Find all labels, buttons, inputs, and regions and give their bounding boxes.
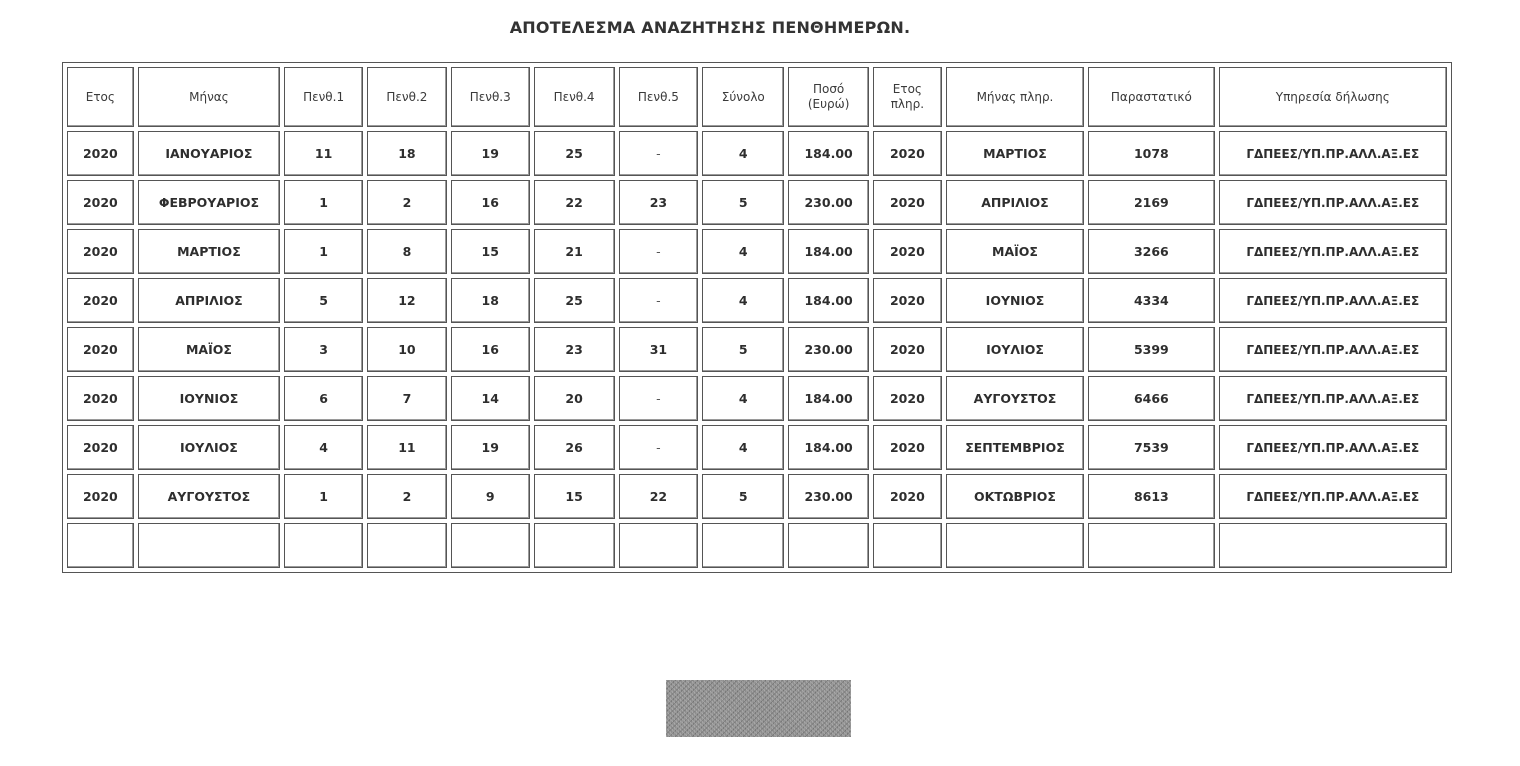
col-pay-month-cell: ΙΟΥΛΙΟΣ	[946, 327, 1084, 372]
table-row	[67, 523, 1447, 568]
col-amount-cell: 184.00	[788, 425, 869, 470]
col-service-cell: ΓΔΠΕΕΣ/ΥΠ.ΠΡ.ΑΛΛ.ΑΞ.ΕΣ	[1219, 327, 1447, 372]
col-voucher-cell: 6466	[1088, 376, 1214, 421]
col-month-cell: ΙΑΝΟΥΑΡΙΟΣ	[138, 131, 280, 176]
col-total-cell: 5	[702, 327, 784, 372]
col-year-cell: 2020	[67, 278, 134, 323]
col-service-cell: ΓΔΠΕΕΣ/ΥΠ.ΠΡ.ΑΛΛ.ΑΞ.ΕΣ	[1219, 474, 1447, 519]
col-service-cell: ΓΔΠΕΕΣ/ΥΠ.ΠΡ.ΑΛΛ.ΑΞ.ΕΣ	[1219, 229, 1447, 274]
col-pent-3-cell: 14	[451, 376, 530, 421]
col-pent-2-cell	[367, 523, 447, 568]
col-pent-2-cell: 7	[367, 376, 447, 421]
col-year-cell: 2020	[67, 327, 134, 372]
col-year-header: Ετος	[67, 67, 134, 127]
col-total-cell: 4	[702, 376, 784, 421]
col-pay-year-cell: 2020	[873, 229, 942, 274]
col-pent-4-cell: 22	[534, 180, 615, 225]
col-voucher-cell: 3266	[1088, 229, 1214, 274]
col-pay-month-header: Μήνας πληρ.	[946, 67, 1084, 127]
col-pent-1-cell: 11	[284, 131, 363, 176]
col-amount-cell: 230.00	[788, 180, 869, 225]
col-voucher-cell: 4334	[1088, 278, 1214, 323]
col-pent-2-header: Πενθ.2	[367, 67, 447, 127]
col-service-cell: ΓΔΠΕΕΣ/ΥΠ.ΠΡ.ΑΛΛ.ΑΞ.ΕΣ	[1219, 131, 1447, 176]
col-pent-4-cell: 23	[534, 327, 615, 372]
col-pay-year-cell: 2020	[873, 180, 942, 225]
col-month-cell: ΙΟΥΝΙΟΣ	[138, 376, 280, 421]
col-pent-2-cell: 12	[367, 278, 447, 323]
col-pent-3-cell: 16	[451, 180, 530, 225]
page-title: ΑΠΟΤΕΛΕΣΜΑ ΑΝΑΖΗΤΗΣΗΣ ΠΕΝΘΗΜΕΡΩΝ.	[509, 18, 911, 37]
col-pay-year-cell	[873, 523, 942, 568]
col-pent-5-cell: -	[619, 376, 699, 421]
col-pent-2-cell: 8	[367, 229, 447, 274]
col-voucher-cell	[1088, 523, 1214, 568]
col-pay-year-cell: 2020	[873, 376, 942, 421]
col-pay-year-cell: 2020	[873, 425, 942, 470]
col-pent-5-cell: -	[619, 425, 699, 470]
col-month-header: Μήνας	[138, 67, 280, 127]
col-service-cell: ΓΔΠΕΕΣ/ΥΠ.ΠΡ.ΑΛΛ.ΑΞ.ΕΣ	[1219, 278, 1447, 323]
col-pent-5-cell: -	[619, 131, 699, 176]
col-pay-year-header: Ετος πληρ.	[873, 67, 942, 127]
table-row	[67, 229, 1447, 274]
results-table	[62, 62, 1452, 573]
col-voucher-cell: 5399	[1088, 327, 1214, 372]
col-pent-3-cell: 16	[451, 327, 530, 372]
col-pent-5-header: Πενθ.5	[619, 67, 699, 127]
col-pent-4-cell	[534, 523, 615, 568]
table-row	[67, 180, 1447, 225]
col-total-cell: 4	[702, 131, 784, 176]
col-pent-4-cell: 20	[534, 376, 615, 421]
col-pent-2-cell: 11	[367, 425, 447, 470]
col-pent-1-cell: 1	[284, 229, 363, 274]
col-month-cell: ΜΑΡΤΙΟΣ	[138, 229, 280, 274]
col-pay-month-cell: ΟΚΤΩΒΡΙΟΣ	[946, 474, 1084, 519]
col-amount-cell: 184.00	[788, 131, 869, 176]
col-pay-year-cell: 2020	[873, 278, 942, 323]
col-pent-3-cell: 15	[451, 229, 530, 274]
col-pay-year-cell: 2020	[873, 474, 942, 519]
col-pent-5-cell: 23	[619, 180, 699, 225]
table-row	[67, 425, 1447, 470]
col-year-cell	[67, 523, 134, 568]
col-amount-cell: 184.00	[788, 229, 869, 274]
col-pent-3-cell: 9	[451, 474, 530, 519]
col-month-cell: ΑΠΡΙΛΙΟΣ	[138, 278, 280, 323]
col-pent-3-cell: 19	[451, 131, 530, 176]
table-row	[67, 131, 1447, 176]
col-service-cell: ΓΔΠΕΕΣ/ΥΠ.ΠΡ.ΑΛΛ.ΑΞ.ΕΣ	[1219, 376, 1447, 421]
col-month-cell	[138, 523, 280, 568]
col-total-cell: 4	[702, 278, 784, 323]
col-year-cell: 2020	[67, 474, 134, 519]
col-month-cell: ΦΕΒΡΟΥΑΡΙΟΣ	[138, 180, 280, 225]
col-amount-cell: 230.00	[788, 474, 869, 519]
col-pent-4-cell: 25	[534, 278, 615, 323]
redacted-stamp	[666, 680, 851, 737]
col-service-cell: ΓΔΠΕΕΣ/ΥΠ.ΠΡ.ΑΛΛ.ΑΞ.ΕΣ	[1219, 425, 1447, 470]
table-row	[67, 376, 1447, 421]
col-pent-4-header: Πενθ.4	[534, 67, 615, 127]
col-pent-1-cell: 4	[284, 425, 363, 470]
col-pent-4-cell: 15	[534, 474, 615, 519]
col-pent-3-cell: 18	[451, 278, 530, 323]
col-pent-1-cell: 6	[284, 376, 363, 421]
col-month-cell: ΙΟΥΛΙΟΣ	[138, 425, 280, 470]
col-pent-4-cell: 26	[534, 425, 615, 470]
col-total-cell: 5	[702, 474, 784, 519]
col-pent-5-cell: -	[619, 278, 699, 323]
col-service-cell: ΓΔΠΕΕΣ/ΥΠ.ΠΡ.ΑΛΛ.ΑΞ.ΕΣ	[1219, 180, 1447, 225]
col-year-cell: 2020	[67, 180, 134, 225]
col-amount-header: Ποσό (Ευρώ)	[788, 67, 869, 127]
col-year-cell: 2020	[67, 425, 134, 470]
col-year-cell: 2020	[67, 131, 134, 176]
col-total-header: Σύνολο	[702, 67, 784, 127]
col-pay-month-cell: ΙΟΥΝΙΟΣ	[946, 278, 1084, 323]
col-pent-3-cell	[451, 523, 530, 568]
col-pay-month-cell: ΑΥΓΟΥΣΤΟΣ	[946, 376, 1084, 421]
col-pay-year-cell: 2020	[873, 131, 942, 176]
col-pent-3-cell: 19	[451, 425, 530, 470]
col-amount-cell: 184.00	[788, 278, 869, 323]
table-body	[67, 131, 1447, 568]
col-voucher-cell: 1078	[1088, 131, 1214, 176]
col-year-cell: 2020	[67, 229, 134, 274]
col-pent-2-cell: 2	[367, 474, 447, 519]
col-pent-1-cell	[284, 523, 363, 568]
col-pay-month-cell: ΜΑΪΟΣ	[946, 229, 1084, 274]
col-voucher-cell: 2169	[1088, 180, 1214, 225]
header-row	[67, 67, 1447, 127]
col-pent-1-cell: 5	[284, 278, 363, 323]
col-pent-4-cell: 21	[534, 229, 615, 274]
col-service-header: Υπηρεσία δήλωσης	[1219, 67, 1447, 127]
col-voucher-cell: 8613	[1088, 474, 1214, 519]
col-pent-2-cell: 2	[367, 180, 447, 225]
col-service-cell	[1219, 523, 1447, 568]
col-month-cell: ΜΑΪΟΣ	[138, 327, 280, 372]
col-pay-month-cell: ΜΑΡΤΙΟΣ	[946, 131, 1084, 176]
col-pent-5-cell: 22	[619, 474, 699, 519]
col-total-cell: 4	[702, 425, 784, 470]
col-amount-cell	[788, 523, 869, 568]
col-amount-cell: 230.00	[788, 327, 869, 372]
col-pent-4-cell: 25	[534, 131, 615, 176]
col-month-cell: ΑΥΓΟΥΣΤΟΣ	[138, 474, 280, 519]
col-pent-5-cell: 31	[619, 327, 699, 372]
col-pay-month-cell: ΣΕΠΤΕΜΒΡΙΟΣ	[946, 425, 1084, 470]
col-pent-1-header: Πενθ.1	[284, 67, 363, 127]
table-row	[67, 474, 1447, 519]
col-voucher-header: Παραστατικό	[1088, 67, 1214, 127]
table-header	[67, 67, 1447, 127]
col-voucher-cell: 7539	[1088, 425, 1214, 470]
col-pay-month-cell: ΑΠΡΙΛΙΟΣ	[946, 180, 1084, 225]
col-pent-5-cell: -	[619, 229, 699, 274]
col-year-cell: 2020	[67, 376, 134, 421]
col-pent-5-cell	[619, 523, 699, 568]
table-row	[67, 327, 1447, 372]
col-amount-cell: 184.00	[788, 376, 869, 421]
col-pent-2-cell: 18	[367, 131, 447, 176]
col-pent-1-cell: 1	[284, 180, 363, 225]
col-pent-1-cell: 3	[284, 327, 363, 372]
table-row	[67, 278, 1447, 323]
col-pent-1-cell: 1	[284, 474, 363, 519]
col-pay-year-cell: 2020	[873, 327, 942, 372]
col-total-cell	[702, 523, 784, 568]
col-total-cell: 5	[702, 180, 784, 225]
col-pent-2-cell: 10	[367, 327, 447, 372]
col-total-cell: 4	[702, 229, 784, 274]
col-pay-month-cell	[946, 523, 1084, 568]
col-pent-3-header: Πενθ.3	[451, 67, 530, 127]
